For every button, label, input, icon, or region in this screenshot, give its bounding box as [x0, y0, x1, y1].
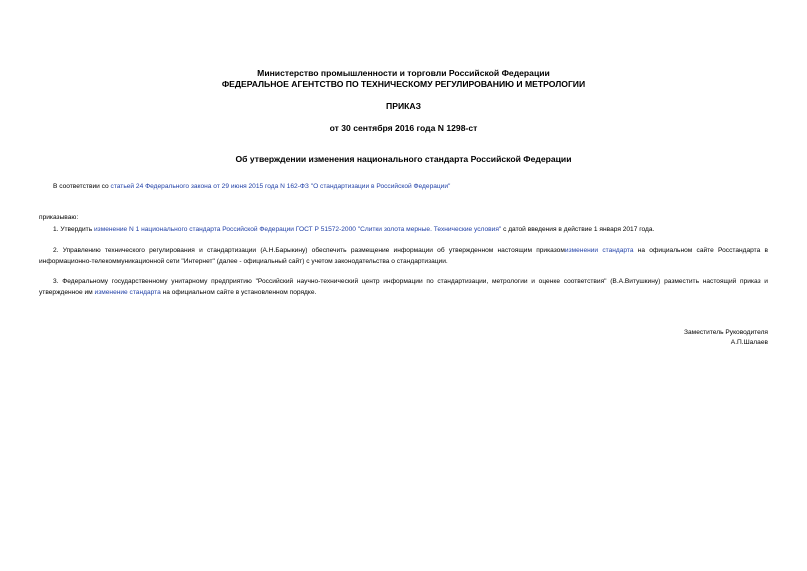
- preamble-paragraph: [53, 182, 450, 193]
- standard-change-link[interactable]: изменение N 1 национального стандарта Российской Федерации ГОСТ Р 51572-2000 "Слитки золота мерные. Технические условия": [93, 226, 502, 233]
- ministry-title: Министерство промышленности и торговли Российской Федерации: [257, 68, 550, 78]
- order-item-2: [39, 246, 768, 267]
- order-word: приказываю:: [39, 214, 79, 221]
- standard-change-link-2[interactable]: изменении стандарта: [564, 247, 634, 254]
- order-item-1: [53, 225, 654, 236]
- item-2-text: 2. Управлению технического регулирования и стандартизации (А.Н.Барыкину) обеспечить размещение информации об утвержденном настоящим приказом: [53, 247, 565, 254]
- item-1-text-end: с датой введения в действие 1 января 2017 года.: [501, 226, 655, 233]
- standard-change-link-3[interactable]: изменение стандарта: [94, 288, 161, 296]
- document-subject: Об утверждении изменения национального стандарта Российской Федерации: [235, 154, 572, 164]
- signature-position: Заместитель Руководителя: [684, 329, 768, 336]
- item-3-text: 3. Федеральному государственному унитарному предприятию "Российский научно-технический центр информации по стандартизации, метрологии и оценке соответствия" (В.А.Витушкину) разместить настоящий приказ и утвержденное им: [39, 278, 768, 296]
- item-3-text-end: на официальном сайте в установленном порядке.: [160, 288, 317, 296]
- federal-law-link[interactable]: статьей 24 Федерального закона от 29 июня 2015 года N 162-ФЗ "О стандартизации в Российской Федерации": [110, 183, 451, 190]
- item-1-text: 1. Утвердить: [53, 226, 94, 233]
- item-2-text-end: на официальном сайте Росстандарта в информационно-телекоммуникационной сети "Интернет" (далее - официальный сайт) с учетом законодательства о стандартизации.: [39, 247, 769, 265]
- document-type: ПРИКАЗ: [386, 101, 421, 111]
- agency-title: ФЕДЕРАЛЬНОЕ АГЕНТСТВО ПО ТЕХНИЧЕСКОМУ РЕГУЛИРОВАНИЮ И МЕТРОЛОГИИ: [221, 79, 586, 89]
- preamble-text: В соответствии со: [53, 183, 111, 190]
- order-item-3: [39, 277, 768, 298]
- signature-name: А.П.Шалаев: [730, 339, 768, 346]
- document-date-number: от 30 сентября 2016 года N 1298-ст: [329, 123, 478, 133]
